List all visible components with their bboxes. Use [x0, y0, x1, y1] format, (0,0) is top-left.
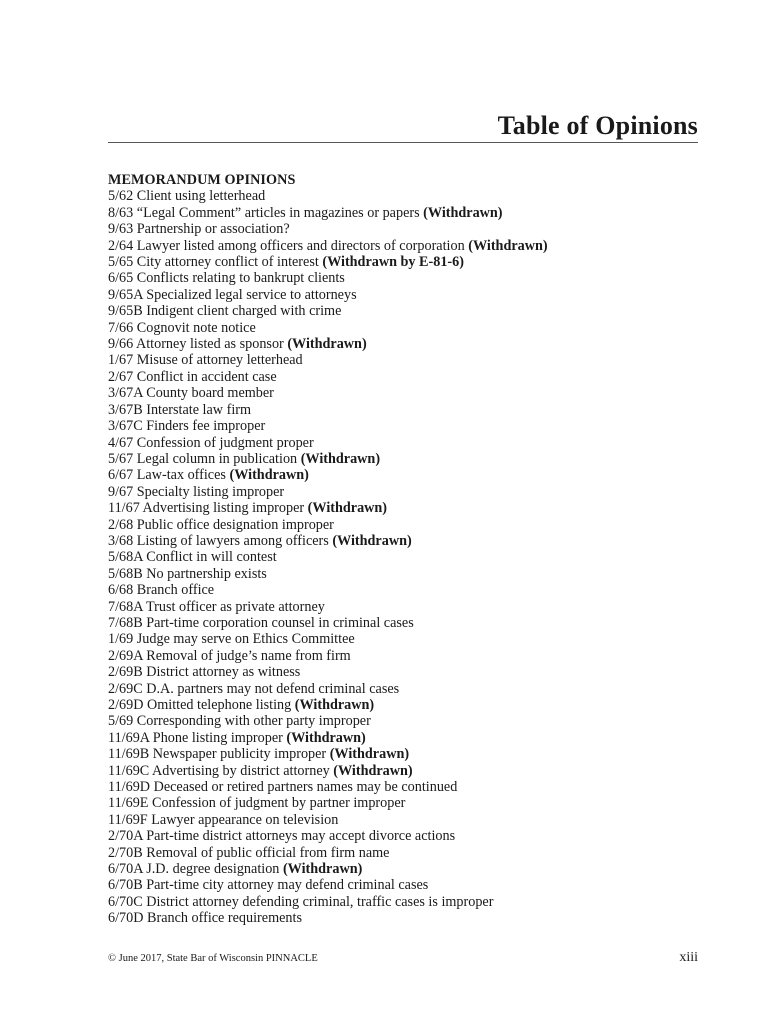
- opinion-entry-text: 5/65 City attorney conflict of interest: [108, 254, 319, 271]
- opinion-entry-text: 2/69B District attorney as witness: [108, 664, 301, 681]
- opinion-status-note: (Withdrawn): [282, 861, 363, 878]
- opinion-entry: [108, 713, 708, 729]
- opinion-entry-text: 9/63 Partnership or association?: [108, 221, 290, 238]
- opinion-entry: [108, 238, 708, 254]
- opinion-entry-text: 6/65 Conflicts relating to bankrupt clients: [108, 270, 345, 287]
- opinion-status-note: (Withdrawn): [333, 762, 413, 779]
- opinion-entry-text: 9/66 Attorney listed as sponsor: [108, 336, 284, 353]
- opinion-list: [108, 188, 708, 926]
- opinion-entry-text: 6/70A J.D. degree designation: [108, 861, 280, 878]
- opinion-entry-text: 11/67 Advertising listing improper: [108, 500, 305, 517]
- opinion-entry: [108, 221, 708, 237]
- opinion-entry: [108, 435, 708, 451]
- title-divider: [108, 142, 698, 143]
- opinion-entry-text: 9/65A Specialized legal service to attorneys: [108, 286, 357, 303]
- opinion-entry-text: 9/67 Specialty listing improper: [108, 483, 285, 500]
- opinion-entry: [108, 828, 708, 844]
- opinion-entry: [108, 254, 708, 270]
- opinion-entry: [108, 303, 708, 319]
- opinion-status-note: (Withdrawn): [229, 467, 309, 484]
- opinion-status-note: (Withdrawn): [423, 204, 503, 221]
- opinion-entry-text: 5/68A Conflict in will contest: [108, 549, 277, 566]
- opinion-status-note: (Withdrawn): [332, 532, 412, 549]
- section-heading: MEMORANDUM OPINIONS: [108, 172, 296, 188]
- opinion-entry-text: 9/65B Indigent client charged with crime: [108, 303, 342, 320]
- opinion-entry: [108, 648, 708, 664]
- opinion-entry: [108, 730, 708, 746]
- opinion-entry: [108, 336, 708, 352]
- opinion-entry-text: 8/63 “Legal Comment” articles in magazines or papers: [108, 204, 420, 221]
- opinion-entry: [108, 631, 708, 647]
- opinion-entry-text: 1/67 Misuse of attorney letterhead: [108, 352, 303, 369]
- opinion-entry-text: 3/67C Finders fee improper: [108, 418, 266, 435]
- opinion-entry-text: 11/69E Confession of judgment by partner improper: [108, 795, 406, 812]
- opinion-status-note: (Withdrawn): [294, 697, 375, 713]
- opinion-entry: [108, 795, 708, 811]
- opinion-entry: [108, 188, 708, 204]
- opinion-entry: [108, 582, 708, 598]
- opinion-entry-text: 11/69B Newspaper publicity improper: [108, 746, 327, 763]
- opinion-entry: [108, 270, 708, 286]
- opinion-entry: [108, 746, 708, 762]
- opinion-entry-text: 2/64 Lawyer listed among officers and directors of corporation: [108, 237, 465, 254]
- opinion-entry-text: 2/67 Conflict in accident case: [108, 368, 277, 385]
- opinion-entry: [108, 287, 708, 303]
- opinion-entry-text: 5/68B No partnership exists: [108, 565, 267, 582]
- opinion-entry-text: 3/68 Listing of lawyers among officers: [108, 532, 329, 549]
- opinion-entry: [108, 779, 708, 795]
- opinion-entry-text: 6/68 Branch office: [108, 582, 215, 599]
- opinion-entry: [108, 205, 708, 221]
- opinion-entry: [108, 533, 708, 549]
- opinion-status-note: (Withdrawn): [300, 450, 381, 467]
- opinion-entry: [108, 549, 708, 565]
- page-title: Table of Opinions: [497, 111, 698, 140]
- opinion-entry: [108, 861, 708, 877]
- opinion-entry-text: 2/68 Public office designation improper: [108, 516, 334, 533]
- opinion-entry: [108, 467, 708, 483]
- opinion-entry: [108, 385, 708, 401]
- opinion-status-note: (Withdrawn): [286, 729, 366, 746]
- opinion-status-note: (Withdrawn): [468, 237, 548, 254]
- opinion-entry-text: 2/69A Removal of judge’s name from firm: [108, 647, 351, 664]
- opinion-entry-text: 6/70C District attorney defending criminal, traffic cases is improper: [108, 893, 494, 910]
- opinion-entry: [108, 697, 708, 713]
- opinion-entry: [108, 500, 708, 516]
- opinion-entry: [108, 352, 708, 368]
- opinion-entry: [108, 369, 708, 385]
- opinion-entry-text: 6/70D Branch office requirements: [108, 910, 302, 927]
- opinion-entry-text: 11/69F Lawyer appearance on television: [108, 811, 339, 828]
- opinion-entry-text: 2/70B Removal of public official from firm name: [108, 844, 390, 861]
- opinion-entry-text: 3/67B Interstate law firm: [108, 401, 252, 418]
- opinion-entry: [108, 418, 708, 434]
- opinion-entry: [108, 845, 708, 861]
- opinion-entry-text: 7/66 Cognovit note notice: [108, 319, 256, 336]
- opinion-entry: [108, 320, 708, 336]
- opinion-entry: [108, 615, 708, 631]
- opinion-entry-text: 6/67 Law-tax offices: [108, 467, 226, 484]
- opinion-entry: [108, 763, 708, 779]
- opinion-entry-text: 5/69 Corresponding with other party improper: [108, 713, 371, 730]
- opinion-entry-text: 11/69D Deceased or retired partners names may be continued: [108, 779, 458, 796]
- opinion-entry: [108, 877, 708, 893]
- opinion-entry: [108, 664, 708, 680]
- opinion-entry: [108, 681, 708, 697]
- opinion-entry-text: 2/69D Omitted telephone listing: [108, 697, 292, 713]
- page-number: xiii: [679, 950, 698, 965]
- opinion-entry-text: 4/67 Confession of judgment proper: [108, 434, 314, 451]
- opinion-entry: [108, 566, 708, 582]
- opinion-entry-text: 3/67A County board member: [108, 385, 274, 402]
- opinion-entry: [108, 484, 708, 500]
- opinion-entry-text: 7/68A Trust officer as private attorney: [108, 598, 325, 615]
- footer-copyright: © June 2017, State Bar of Wisconsin PINNACLE: [108, 953, 318, 964]
- opinion-entry-text: 11/69A Phone listing improper: [108, 729, 283, 746]
- opinion-entry: [108, 812, 708, 828]
- opinion-entry-text: 5/67 Legal column in publication: [108, 450, 298, 467]
- opinion-status-note: (Withdrawn): [287, 336, 367, 353]
- opinion-entry: [108, 451, 708, 467]
- opinion-entry: [108, 517, 708, 533]
- opinion-entry-text: 2/69C D.A. partners may not defend criminal cases: [108, 680, 400, 697]
- opinion-entry: [108, 402, 708, 418]
- opinion-entry-text: 2/70A Part-time district attorneys may accept divorce actions: [108, 828, 456, 845]
- memorandum-opinions-section: [108, 172, 708, 927]
- opinion-entry: [108, 910, 708, 926]
- opinion-status-note: (Withdrawn): [329, 746, 410, 763]
- opinion-entry-text: 1/69 Judge may serve on Ethics Committee: [108, 631, 355, 648]
- opinion-entry-text: 11/69C Advertising by district attorney: [108, 762, 330, 779]
- opinion-entry-text: 6/70B Part-time city attorney may defend criminal cases: [108, 877, 429, 894]
- opinion-entry-text: 7/68B Part-time corporation counsel in criminal cases: [108, 614, 414, 631]
- opinion-entry: [108, 599, 708, 615]
- opinion-entry: [108, 894, 708, 910]
- opinion-entry-text: 5/62 Client using letterhead: [108, 188, 266, 205]
- opinion-status-note: (Withdrawn by E-81-6): [322, 254, 464, 271]
- opinion-status-note: (Withdrawn): [307, 500, 388, 517]
